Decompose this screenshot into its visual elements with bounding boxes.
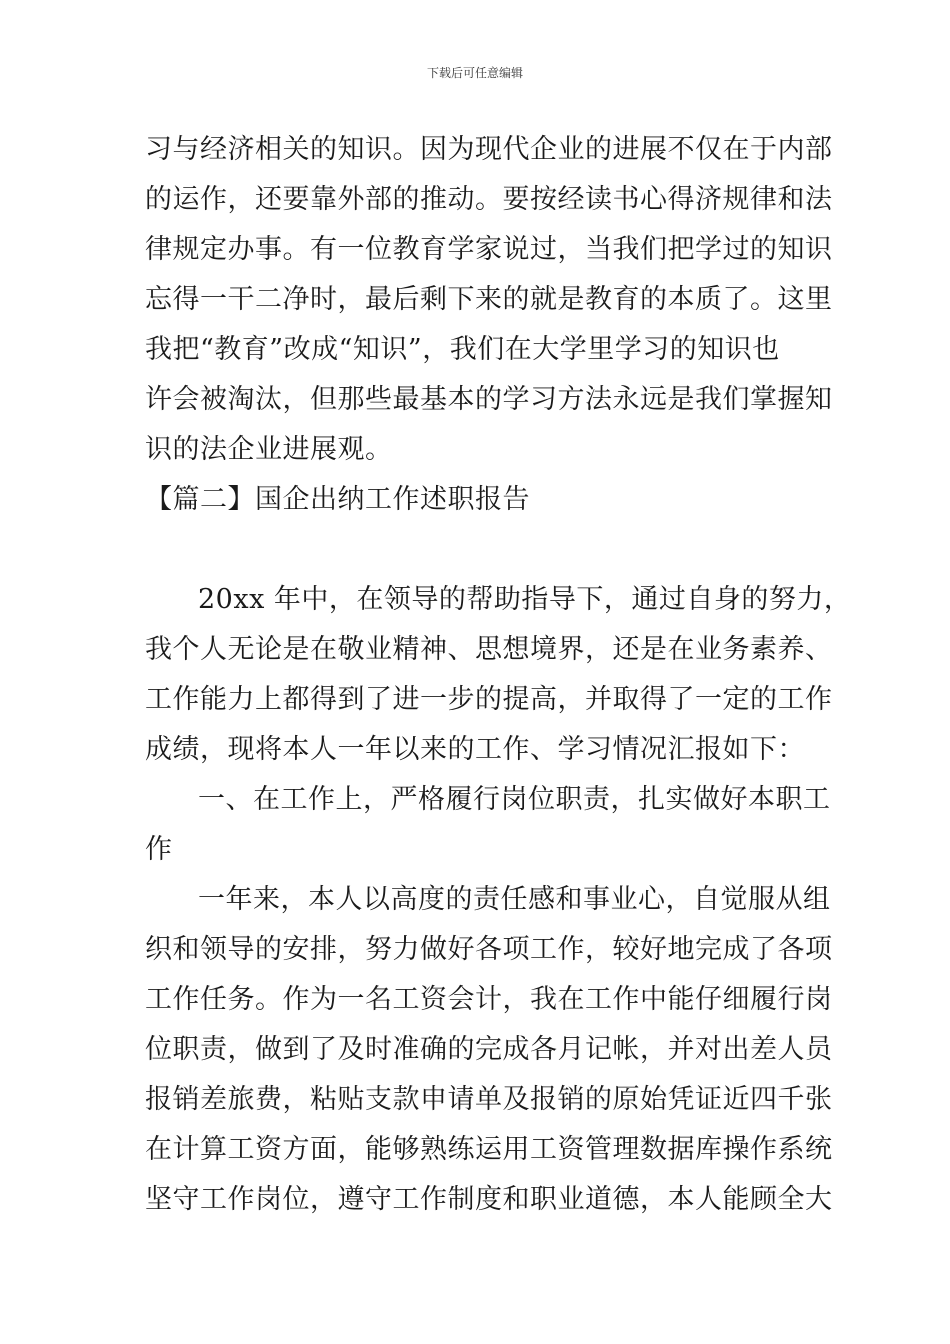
text-line: 20xx 年中，在领导的帮助指导下，通过自身的努力，	[198, 584, 852, 615]
text-line: 我个人无论是在敬业精神、思想境界，还是在业务素养、	[145, 634, 833, 665]
text-line: 律规定办事。有一位教育学家说过，当我们把学过的知识	[145, 234, 833, 265]
text-line: 的运作，还要靠外部的推动。要按经读书心得济规律和法	[145, 184, 833, 215]
section-title: 【篇二】国企出纳工作述职报告	[145, 484, 530, 515]
text-line: 识的法企业进展观。	[145, 434, 393, 465]
download-note: 下载后可任意编辑	[426, 66, 523, 80]
text-line: 忘得一干二净时，最后剩下来的就是教育的本质了。这里	[145, 284, 833, 315]
text-line: 工作能力上都得到了进一步的提高，并取得了一定的工作	[145, 684, 833, 715]
text-line: 习与经济相关的知识。因为现代企业的进展不仅在于内部	[145, 134, 833, 165]
text-line: 在计算工资方面，能够熟练运用工资管理数据库操作系统	[145, 1134, 833, 1165]
text-line: 位职责，做到了及时准确的完成各月记帐，并对出差人员	[145, 1034, 833, 1065]
text-line: 织和领导的安排，努力做好各项工作，较好地完成了各项	[145, 934, 833, 965]
text-line: 一、在工作上，严格履行岗位职责，扎实做好本职工	[198, 784, 831, 815]
text-line: 成绩，现将本人一年以来的工作、学习情况汇报如下：	[145, 734, 805, 765]
text-line: 一年来，本人以高度的责任感和事业心，自觉服从组	[198, 884, 831, 915]
text-line: 许会被淘汰，但那些最基本的学习方法永远是我们掌握知	[145, 384, 833, 415]
text-line: 作	[145, 834, 173, 865]
text-line: 工作任务。作为一名工资会计，我在工作中能仔细履行岗	[145, 984, 833, 1015]
text-line: 我把“教育”改成“知识”，我们在大学里学习的知识也	[145, 334, 780, 365]
text-line: 报销差旅费，粘贴支款申请单及报销的原始凭证近四千张	[145, 1084, 833, 1115]
text-line: 坚守工作岗位，遵守工作制度和职业道德，本人能顾全大	[145, 1184, 833, 1215]
